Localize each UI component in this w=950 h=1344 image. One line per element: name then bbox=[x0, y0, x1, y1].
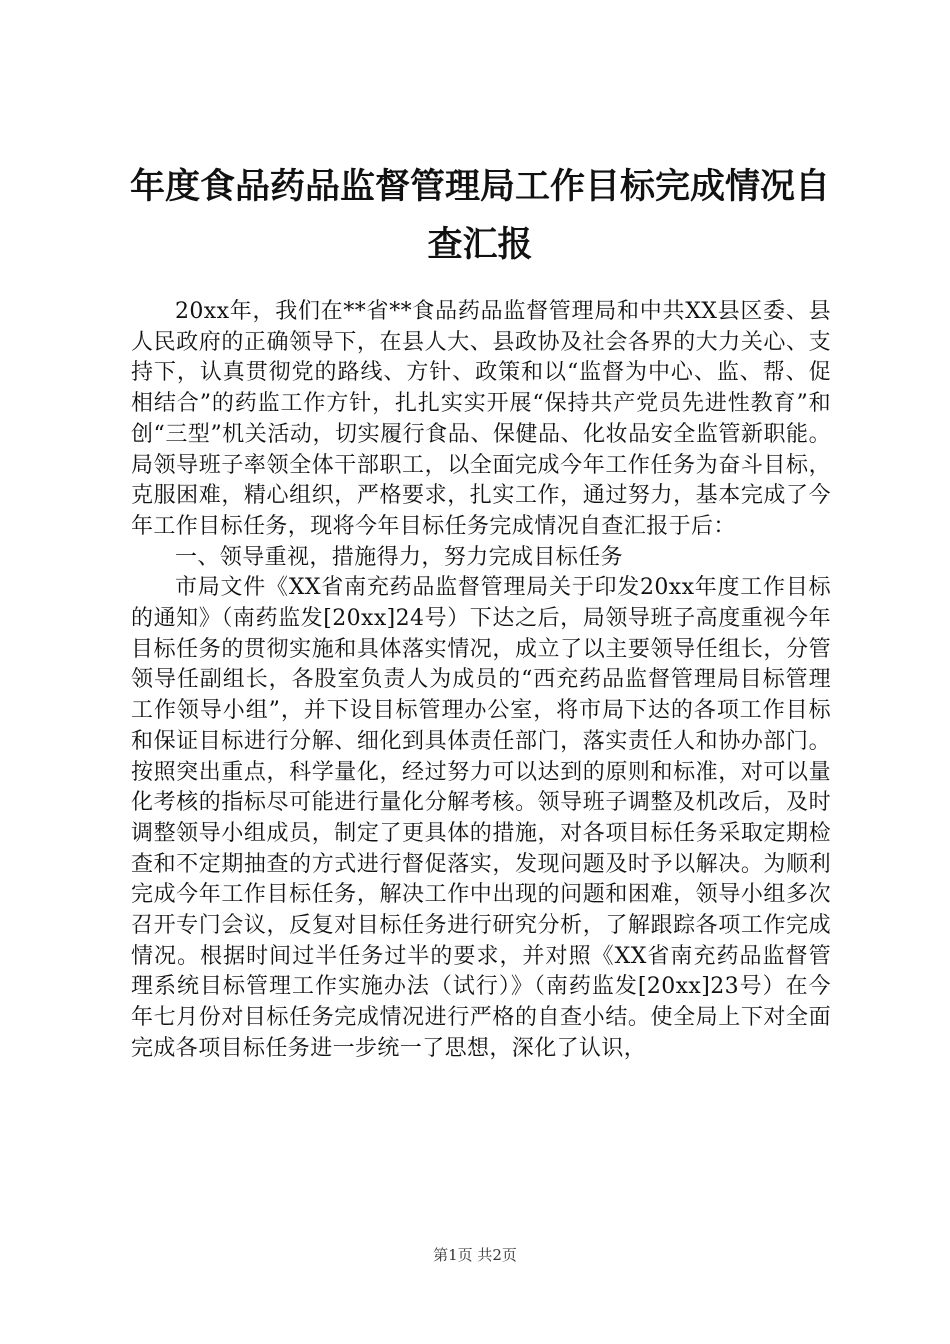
document-body bbox=[131, 297, 831, 1065]
paragraph-intro: 20xx年，我们在**省**食品药品监督管理局和中共XX县区委、县人民政府的正确领导下，在县人大、县政协及社会各界的大力关心、支持下，认真贯彻党的路线、方针、政策和以“监督为中心、监、帮、促相结合”的药监工作方针，扎扎实实开展“保持共产党员先进性教育”和创“三型”机关活动，切实履行食品、保健品、化妆品安全监管新职能。局领导班子率领全体干部职工，以全面完成今年工作任务为奋斗目标，克服困难，精心组织，严格要求，扎实工作，通过努力，基本完成了今年工作目标任务，现将今年目标任务完成情况自查汇报于后： bbox=[131, 299, 831, 539]
page-number: 第1页 共2页 bbox=[433, 1246, 517, 1264]
paragraph-section-1: 市局文件《XX省南充药品监督管理局关于印发20xx年度工作目标的通知》（南药监发[20xx]24号）下达之后，局领导班子高度重视今年目标任务的贯彻实施和具体落实情况，成立了以主要领导任组长，分管领导任副组长，各股室负责人为成员的“西充药品监督管理局目标管理工作领导小组”，并下设目标管理办公室，将市局下达的各项工作目标和保证目标进行分解、细化到具体责任部门，落实责任人和协办部门。按照突出重点，科学量化，经过努力可以达到的原则和标准，对可以量化考核的指标尽可能进行量化分解考核。领导班子调整及机改后，及时调整领导小组成员，制定了更具体的措施，对各项目标任务采取定期检查和不定期抽查的方式进行督促落实，发现问题及时予以解决。为顺利完成今年工作目标任务，解决工作中出现的问题和困难，领导小组多次召开专门会议，反复对目标任务进行研究分析，了解跟踪各项工作完成情况。根据时间过半任务过半的要求，并对照《XX省南充药品监督管理系统目标管理工作实施办法（试行）》（南药监发[20xx]23号）在今年七月份对目标任务完成情况进行严格的自查小结。使全局上下对全面完成各项目标任务进一步统一了思想，深化了认识， bbox=[131, 575, 831, 1061]
document-title: 年度食品药品监督管理局工作目标完成情况自查汇报 bbox=[129, 167, 830, 265]
section-heading: 一、领导重视，措施得力，努力完成目标任务 bbox=[175, 544, 624, 570]
